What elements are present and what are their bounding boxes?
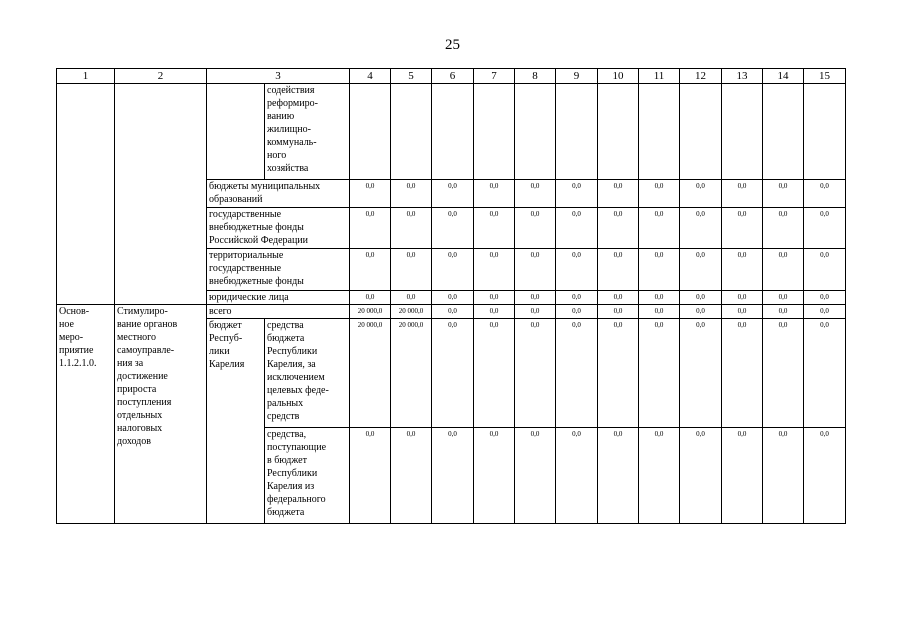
- column-header: 1: [57, 69, 115, 84]
- table-row: [57, 84, 846, 180]
- value-cell: 0,0: [722, 291, 763, 305]
- value-cell: 0,0: [722, 305, 763, 319]
- measure-id: Основ- ное меро- приятие 1.1.2.1.0.: [57, 305, 115, 524]
- value-cell: 0,0: [763, 305, 804, 319]
- table-row: [57, 305, 846, 319]
- column-header: 9: [556, 69, 598, 84]
- value-cell: 0,0: [391, 428, 432, 524]
- column-header: 6: [432, 69, 474, 84]
- source-name: содействия реформиро- ванию жилищно- коммуналь- ного хозяйства: [265, 84, 350, 180]
- value-cell: 0,0: [639, 305, 680, 319]
- column-header: 13: [722, 69, 763, 84]
- value-cell: 0,0: [515, 319, 556, 428]
- value-cell: 0,0: [639, 249, 680, 291]
- value-cell: 0,0: [515, 249, 556, 291]
- column-header: 3: [207, 69, 350, 84]
- value-cell: 20 000,0: [350, 305, 391, 319]
- value-cell: 0,0: [515, 180, 556, 208]
- value-cell: 0,0: [639, 180, 680, 208]
- column-header: 4: [350, 69, 391, 84]
- value-cell: 0,0: [515, 428, 556, 524]
- value-cell: 0,0: [474, 249, 515, 291]
- value-cell: 0,0: [680, 208, 722, 249]
- source-name: средства бюджета Республики Карелия, за исключением целевых феде- ральных средств: [265, 319, 350, 428]
- value-cell: 0,0: [556, 249, 598, 291]
- value-cell: 0,0: [639, 291, 680, 305]
- value-cell: 0,0: [432, 428, 474, 524]
- value-cell: 0,0: [722, 208, 763, 249]
- value-cell: 0,0: [432, 180, 474, 208]
- value-cell: 20 000,0: [391, 319, 432, 428]
- value-cell: 0,0: [598, 305, 639, 319]
- value-cell: 0,0: [598, 291, 639, 305]
- measure-name: Стимулиро- вание органов местного самоуправле- ния за достижение прироста поступления отдельных налоговых доходов: [115, 305, 207, 524]
- value-cell: 0,0: [763, 319, 804, 428]
- column-header: 8: [515, 69, 556, 84]
- value-cell: 0,0: [598, 208, 639, 249]
- value-cell: 0,0: [680, 180, 722, 208]
- value-cell: 0,0: [350, 291, 391, 305]
- column-header: 14: [763, 69, 804, 84]
- empty-cell: [57, 84, 115, 305]
- value-cell: 0,0: [598, 180, 639, 208]
- empty-cell: [207, 84, 265, 180]
- value-cell: 0,0: [598, 249, 639, 291]
- value-cell: 0,0: [804, 428, 846, 524]
- value-cell: 0,0: [598, 428, 639, 524]
- budget-table: [56, 68, 846, 524]
- value-cell: 0,0: [763, 291, 804, 305]
- value-cell: 0,0: [474, 305, 515, 319]
- column-header: 2: [115, 69, 207, 84]
- source-name: бюджеты муниципальных образований: [207, 180, 350, 208]
- value-cell: 0,0: [556, 305, 598, 319]
- source-name: юридические лица: [207, 291, 350, 305]
- value-cell: 0,0: [804, 208, 846, 249]
- value-cell: 0,0: [556, 208, 598, 249]
- value-cell: 0,0: [350, 249, 391, 291]
- value-cell: 0,0: [432, 319, 474, 428]
- value-cell: 0,0: [432, 208, 474, 249]
- value-cell: 0,0: [391, 180, 432, 208]
- value-cell: 0,0: [432, 249, 474, 291]
- value-cell: 0,0: [680, 249, 722, 291]
- value-cell: 0,0: [391, 208, 432, 249]
- value-cell: 0,0: [556, 291, 598, 305]
- value-cell: 0,0: [556, 180, 598, 208]
- empty-cell: [115, 84, 207, 305]
- value-cell: 0,0: [391, 291, 432, 305]
- budget-label: бюджет Респуб- лики Карелия: [207, 319, 265, 524]
- value-cell: 0,0: [722, 319, 763, 428]
- value-cell: 0,0: [515, 305, 556, 319]
- value-cell: 0,0: [722, 180, 763, 208]
- value-cell: 0,0: [804, 305, 846, 319]
- value-cell: 0,0: [804, 249, 846, 291]
- value-cell: 0,0: [432, 305, 474, 319]
- column-header: 10: [598, 69, 639, 84]
- value-cell: 0,0: [598, 319, 639, 428]
- value-cell: 20 000,0: [350, 319, 391, 428]
- value-cell: 0,0: [763, 428, 804, 524]
- column-header: 7: [474, 69, 515, 84]
- page-number: 25: [445, 37, 460, 53]
- value-cell: 20 000,0: [391, 305, 432, 319]
- value-cell: 0,0: [763, 180, 804, 208]
- value-cell: 0,0: [474, 319, 515, 428]
- column-header: 11: [639, 69, 680, 84]
- value-cell: 0,0: [556, 428, 598, 524]
- value-cell: 0,0: [432, 291, 474, 305]
- value-cell: 0,0: [763, 249, 804, 291]
- source-name: территориальные государственные внебюджетные фонды: [207, 249, 350, 291]
- value-cell: 0,0: [722, 428, 763, 524]
- total-label: всего: [207, 305, 350, 319]
- value-cell: 0,0: [474, 208, 515, 249]
- value-cell: 0,0: [515, 208, 556, 249]
- value-cell: 0,0: [804, 180, 846, 208]
- value-cell: 0,0: [804, 319, 846, 428]
- value-cell: 0,0: [515, 291, 556, 305]
- source-name: средства, поступающие в бюджет Республики Карелия из федерального бюджета: [265, 428, 350, 524]
- value-cell: 0,0: [680, 428, 722, 524]
- value-cell: 0,0: [350, 180, 391, 208]
- value-cell: 0,0: [722, 249, 763, 291]
- value-cell: 0,0: [763, 208, 804, 249]
- value-cell: 0,0: [350, 208, 391, 249]
- value-cell: 0,0: [680, 291, 722, 305]
- value-cell: 0,0: [639, 319, 680, 428]
- value-cell: 0,0: [639, 428, 680, 524]
- value-cell: 0,0: [680, 319, 722, 428]
- value-cell: 0,0: [804, 291, 846, 305]
- column-header: 15: [804, 69, 846, 84]
- value-cell: 0,0: [680, 305, 722, 319]
- value-cell: 0,0: [639, 208, 680, 249]
- value-cell: 0,0: [474, 180, 515, 208]
- value-cell: 0,0: [474, 428, 515, 524]
- value-cell: 0,0: [350, 428, 391, 524]
- source-name: государственные внебюджетные фонды Российской Федерации: [207, 208, 350, 249]
- column-header: 5: [391, 69, 432, 84]
- value-cell: 0,0: [556, 319, 598, 428]
- value-cell: 0,0: [391, 249, 432, 291]
- header-row: [57, 69, 846, 84]
- value-cell: 0,0: [474, 291, 515, 305]
- column-header: 12: [680, 69, 722, 84]
